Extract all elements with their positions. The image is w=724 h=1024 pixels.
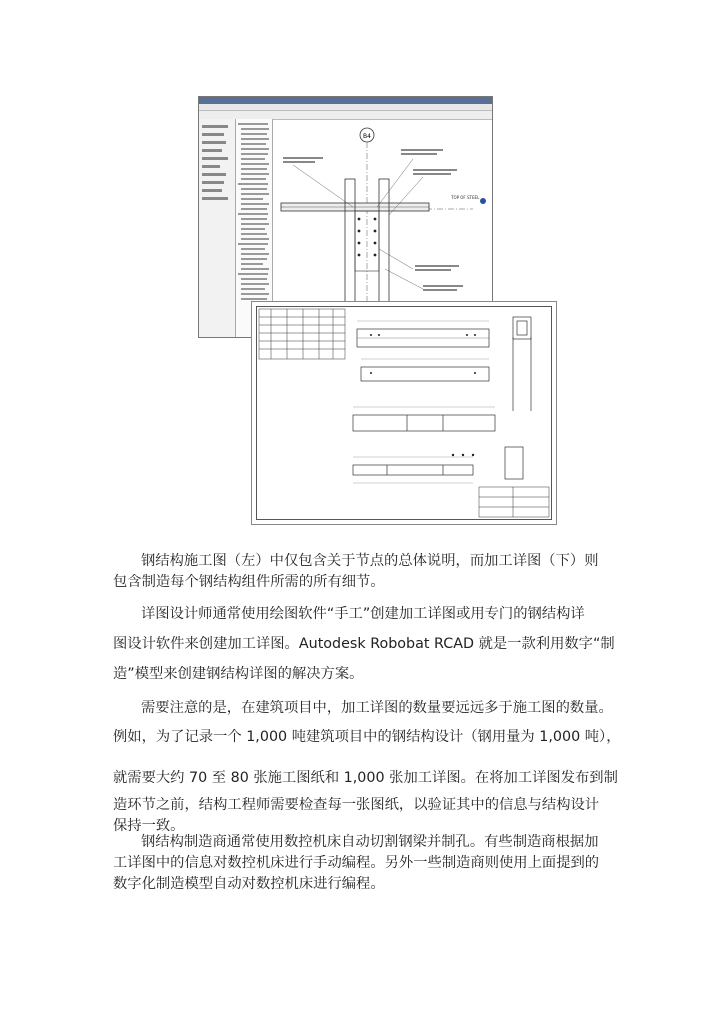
paragraph-line: 工详图中的信息对数控机床进行手动编程。另外一些制造商则使用上面提到的	[113, 855, 600, 871]
paragraph-1	[113, 551, 613, 593]
paragraph-line: 详图设计师通常使用绘图软件“手工”创建加工详图或用专门的钢结构详	[141, 606, 585, 622]
paragraph-line: 例如，为了记录一个 1,000 吨建筑项目中的钢结构设计（钢用量为 1,000 吨），	[113, 729, 621, 745]
paragraph-2	[113, 599, 613, 689]
window-titlebar	[199, 97, 492, 104]
paragraph-line: 造环节之前，结构工程师需要检查每一张图纸，以验证其中的信息与结构设计	[113, 797, 600, 813]
grid-bubble-label: B4	[363, 133, 371, 140]
paragraph-line: 需要注意的是，在建筑项目中，加工详图的数量要远远多于施工图的数量。	[141, 700, 613, 716]
window-menubar	[199, 104, 492, 111]
paragraph-line: 造”模型来创建钢结构详图的解决方案。	[113, 666, 364, 682]
shop-drawing-sheet	[251, 301, 557, 525]
paragraph-3	[113, 698, 621, 837]
paragraph-line: 包含制造每个钢结构组件所需的所有细节。	[113, 574, 385, 590]
paragraph-line: 钢结构制造商通常使用数控机床自动切割钢梁并制孔。有些制造商根据加	[141, 834, 599, 850]
sidebar-icons	[199, 119, 235, 337]
window-sidebar	[199, 119, 236, 337]
paragraph-line: 保持一致。	[113, 818, 185, 834]
paragraph-line: 钢结构施工图（左）中仅包含关于节点的总体说明，而加工详图（下）则	[141, 553, 599, 569]
paragraph-line: 就需要大约 70 至 80 张施工图纸和 1,000 张加工详图。在将加工详图发布到制	[113, 770, 618, 786]
shop-drawing	[257, 307, 551, 519]
figure-drawings	[198, 96, 556, 524]
paragraph-4	[113, 832, 613, 895]
level-tag-label: TOP OF STEEL	[451, 195, 480, 200]
paragraph-line: 图设计软件来创建加工详图。Autodesk Robobat RCAD 就是一款利用数字“制	[113, 636, 615, 652]
paragraph-line: 数字化制造模型自动对数控机床进行编程。	[113, 876, 385, 892]
